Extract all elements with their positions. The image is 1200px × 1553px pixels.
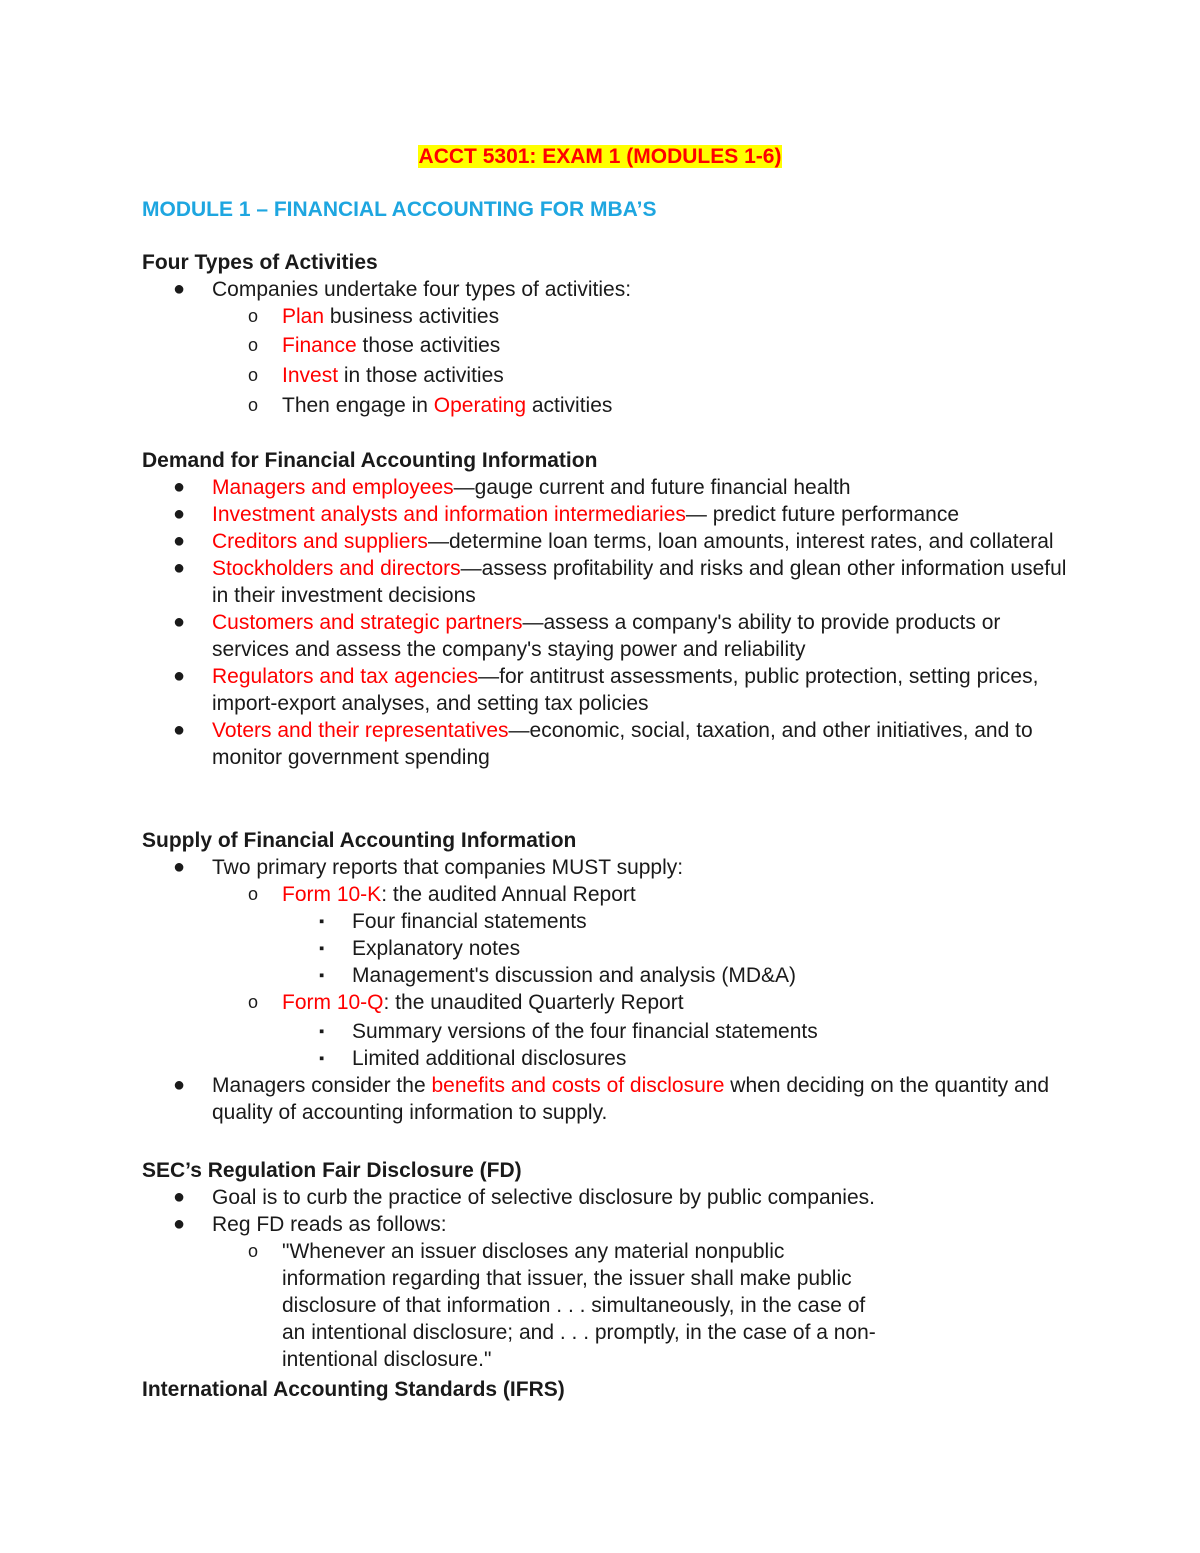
- bullet-marker: ●: [173, 1213, 186, 1235]
- list-item: ▪ Management's discussion and analysis (MD&A): [319, 964, 797, 987]
- list-item: ● Two primary reports that companies MUST supply:: [173, 856, 684, 879]
- list-item: ▪ Four financial statements: [319, 910, 587, 933]
- square-marker: ▪: [319, 1050, 325, 1067]
- list-item: ● Managers consider the benefits and costs of disclosure when deciding on the quantity and quality of accounting information to supply.: [173, 1074, 1050, 1124]
- bullet-marker: ●: [173, 530, 186, 552]
- list-item: o Plan business activities: [248, 305, 500, 328]
- list-item: o Finance those activities: [248, 334, 501, 357]
- list-item: o Invest in those activities: [248, 364, 504, 387]
- section-reg-fd: [142, 1157, 1082, 1373]
- section-heading: Supply of Financial Accounting Information: [142, 829, 577, 852]
- list-item: ● Regulators and tax agencies—for antitrust assessments, public protection, setting prices, import-export analyses, and setting tax policies: [173, 665, 1039, 715]
- section-heading: Demand for Financial Accounting Information: [142, 449, 598, 472]
- circle-marker: o: [248, 335, 259, 355]
- list-item: ▪ Summary versions of the four financial statements: [319, 1020, 818, 1043]
- bullet-marker: ●: [173, 665, 186, 687]
- circle-marker: o: [248, 395, 259, 415]
- module-title: MODULE 1 – FINANCIAL ACCOUNTING FOR MBA’S: [142, 198, 657, 221]
- activity-list: [142, 276, 1082, 419]
- section-heading: SEC’s Regulation Fair Disclosure (FD): [142, 1159, 522, 1182]
- circle-marker: o: [248, 306, 259, 326]
- list-item: ● Creditors and suppliers—determine loan terms, loan amounts, interest rates, and collateral: [173, 530, 1054, 553]
- bullet-marker: ●: [173, 1074, 186, 1096]
- circle-marker: o: [248, 365, 259, 385]
- list-item: o Form 10-Q: the unaudited Quarterly Report: [248, 991, 684, 1014]
- bullet-marker: ●: [173, 611, 186, 633]
- section-supply: [142, 827, 1082, 1126]
- section-four-types: [142, 249, 1082, 419]
- section-demand: [142, 447, 1082, 771]
- list-item: ● Managers and employees—gauge current and future financial health: [173, 476, 851, 499]
- demand-list: [142, 474, 1082, 771]
- reg-fd-list: [142, 1184, 1082, 1373]
- list-item: ● Investment analysts and information intermediaries— predict future performance: [173, 503, 960, 526]
- list-item: ● Customers and strategic partners—assess a company's ability to provide products or services and assess the company's staying power and reliability: [173, 611, 1001, 661]
- list-item: ● Voters and their representatives—economic, social, taxation, and other initiatives, and to monitor government spending: [173, 719, 1033, 769]
- supply-list: [142, 854, 1082, 1126]
- square-marker: ▪: [319, 967, 325, 984]
- bullet-marker: ●: [173, 476, 186, 498]
- bullet-marker: ●: [173, 719, 186, 741]
- bullet-marker: ●: [173, 278, 186, 300]
- bullet-marker: ●: [173, 503, 186, 525]
- section-heading: Four Types of Activities: [142, 251, 378, 274]
- list-item: ▪ Explanatory notes: [319, 937, 521, 960]
- bullet-marker: ●: [173, 1186, 186, 1208]
- list-item: o Form 10-K: the audited Annual Report: [248, 883, 636, 906]
- square-marker: ▪: [319, 913, 325, 930]
- list-item: ● Reg FD reads as follows:: [173, 1213, 447, 1236]
- circle-marker: o: [248, 1241, 259, 1261]
- square-marker: ▪: [319, 940, 325, 957]
- section-heading: International Accounting Standards (IFRS): [142, 1378, 565, 1401]
- bullet-marker: ●: [173, 856, 186, 878]
- list-item: ● Goal is to curb the practice of selective disclosure by public companies.: [173, 1186, 875, 1209]
- circle-marker: o: [248, 884, 259, 904]
- bullet-marker: ●: [173, 557, 186, 579]
- document-title: ACCT 5301: EXAM 1 (MODULES 1-6): [418, 145, 782, 168]
- list-item: ● Companies undertake four types of activities:: [173, 278, 632, 301]
- list-item: ▪ Limited additional disclosures: [319, 1047, 627, 1070]
- square-marker: ▪: [319, 1023, 325, 1040]
- list-item: o Then engage in Operating activities: [248, 394, 613, 417]
- list-item: o "Whenever an issuer discloses any material nonpublic information regarding that issuer, the issuer shall make public disclosure of that information . . . simultaneously, in the case of an intentional disclosure; and . . . promptly, in the case of a non-intentional disclosure.": [248, 1240, 876, 1371]
- list-item: ● Stockholders and directors—assess profitability and risks and glean other information useful in their investment decisions: [173, 557, 1067, 607]
- section-ifrs: [142, 1376, 1082, 1403]
- circle-marker: o: [248, 992, 259, 1012]
